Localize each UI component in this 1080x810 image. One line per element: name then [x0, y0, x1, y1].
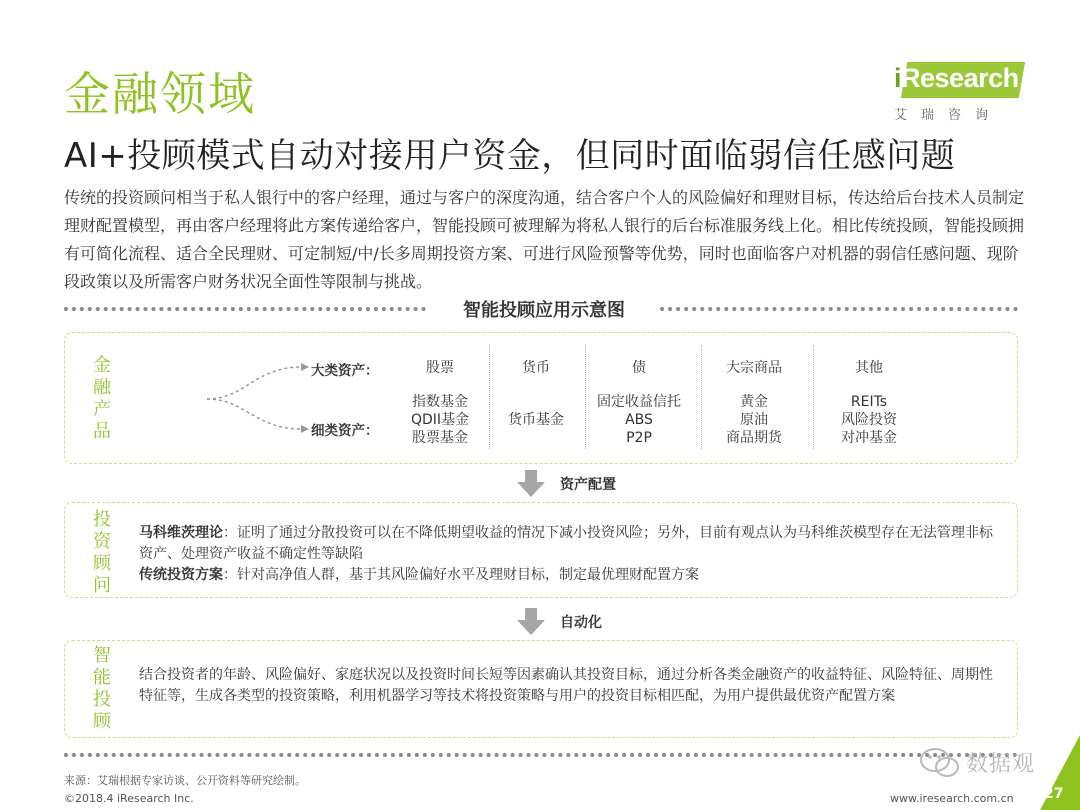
asset-detail-bond: 固定收益信托 ABS P2P	[597, 394, 681, 446]
website-url: www.iresearch.com.cn	[890, 792, 1014, 805]
arrow-caption: 资产配置	[560, 477, 616, 493]
branch-arrows-icon	[205, 353, 309, 443]
column-divider	[701, 345, 702, 449]
arrow-automation	[516, 608, 656, 638]
watermark-text: 数据观	[966, 752, 1036, 777]
title-divider-right	[660, 307, 1018, 311]
wechat-icon	[918, 745, 962, 779]
markowitz-term: 马科维茨理论	[139, 525, 223, 541]
major-asset-label: 大类资产：	[311, 363, 379, 379]
side-label-products: 金 融 产 品	[93, 355, 111, 442]
diagram-title: 智能投顾应用示意图	[463, 300, 625, 321]
down-arrow-icon	[516, 470, 546, 498]
robo-advisor-panel	[64, 640, 1018, 738]
asset-detail-currency: 货币基金	[508, 412, 564, 428]
robo-description: 结合投资者的年龄、风险偏好、家庭状况以及投资时间长短等因素确认其投资目标，通过分析各类金融资产的收益特征、风险特征、周期性特征等，生成各类型的投资策略，利用机器学习等技术将投资策略与用户的投资目标相匹配，为用户提供最优资产配置方案	[139, 667, 993, 704]
asset-detail-stock: 指数基金 QDII基金 股票基金	[410, 394, 470, 446]
asset-detail-other: REITs 风险投资 对冲基金	[841, 394, 897, 446]
title-divider-left	[64, 307, 426, 311]
asset-class-currency: 货币	[522, 360, 550, 376]
minor-asset-label: 细类资产：	[311, 423, 379, 439]
down-arrow-icon	[516, 608, 546, 636]
intro-paragraph: 传统的投资顾问相当于私人银行中的客户经理，通过与客户的深度沟通，结合客户个人的风险偏好和理财目标，传达给后台技术人员制定理财配置模型，再由客户经理将此方案传递给客户，智能投顾可被理解为将私人银行的后台标准服务线上化。相比传统投顾，智能投顾拥有可简化流程、适合全民理财、可定制短/中/长多周期投资方案、可进行风险预警等优势，同时也面临客户对机器的弱信任感问题、现阶段政策以及所需客户财务状况全面性等限制与挑战。	[64, 188, 1025, 291]
page-number: 27	[1044, 786, 1064, 802]
arrow-caption: 自动化	[560, 615, 602, 631]
page-headline: AI+投顾模式自动对接用户资金，但同时面临弱信任感问题	[64, 136, 956, 176]
watermark	[918, 745, 1048, 781]
asset-class-bond: 债	[632, 360, 646, 376]
side-label-robo: 智 能 投 顾	[93, 645, 111, 732]
section-title: 金融领域	[64, 67, 256, 121]
asset-detail-commodity: 黄金 原油 商品期货	[726, 394, 782, 446]
side-label-advisor: 投 资 顾 问	[93, 509, 111, 596]
copyright: ©2018.4 iResearch Inc.	[64, 792, 194, 805]
advisor-description: 马科维茨理论：证明了通过分散投资可以在不降低期望收益的情况下减小投资风险；另外，目前有观点认为马科维茨模型存在无法管理非标资产、处理资产收益不确定性等缺陷 传统投资方案：针对高净值人群，基于其风险偏好水平及理财目标，制定最优理财配置方案	[139, 525, 993, 583]
footer-divider	[64, 753, 1018, 757]
arrow-asset-allocation	[516, 470, 656, 500]
asset-class-other: 其他	[855, 360, 883, 376]
financial-products-panel	[64, 332, 1018, 464]
logo-chinese-name: 艾瑞咨询	[894, 108, 1003, 123]
asset-class-stock: 股票	[426, 360, 454, 376]
source-note: 来源：艾瑞根据专家访谈、公开资料等研究绘制。	[64, 774, 306, 787]
asset-class-commodity: 大宗商品	[726, 360, 782, 376]
iresearch-logo	[890, 60, 1030, 122]
investment-advisor-panel	[64, 502, 1018, 598]
traditional-plan-term: 传统投资方案	[139, 567, 223, 583]
logo-wordmark: iResearch	[894, 63, 1019, 93]
column-divider	[813, 345, 814, 449]
diagram-title-bar	[64, 296, 1018, 322]
